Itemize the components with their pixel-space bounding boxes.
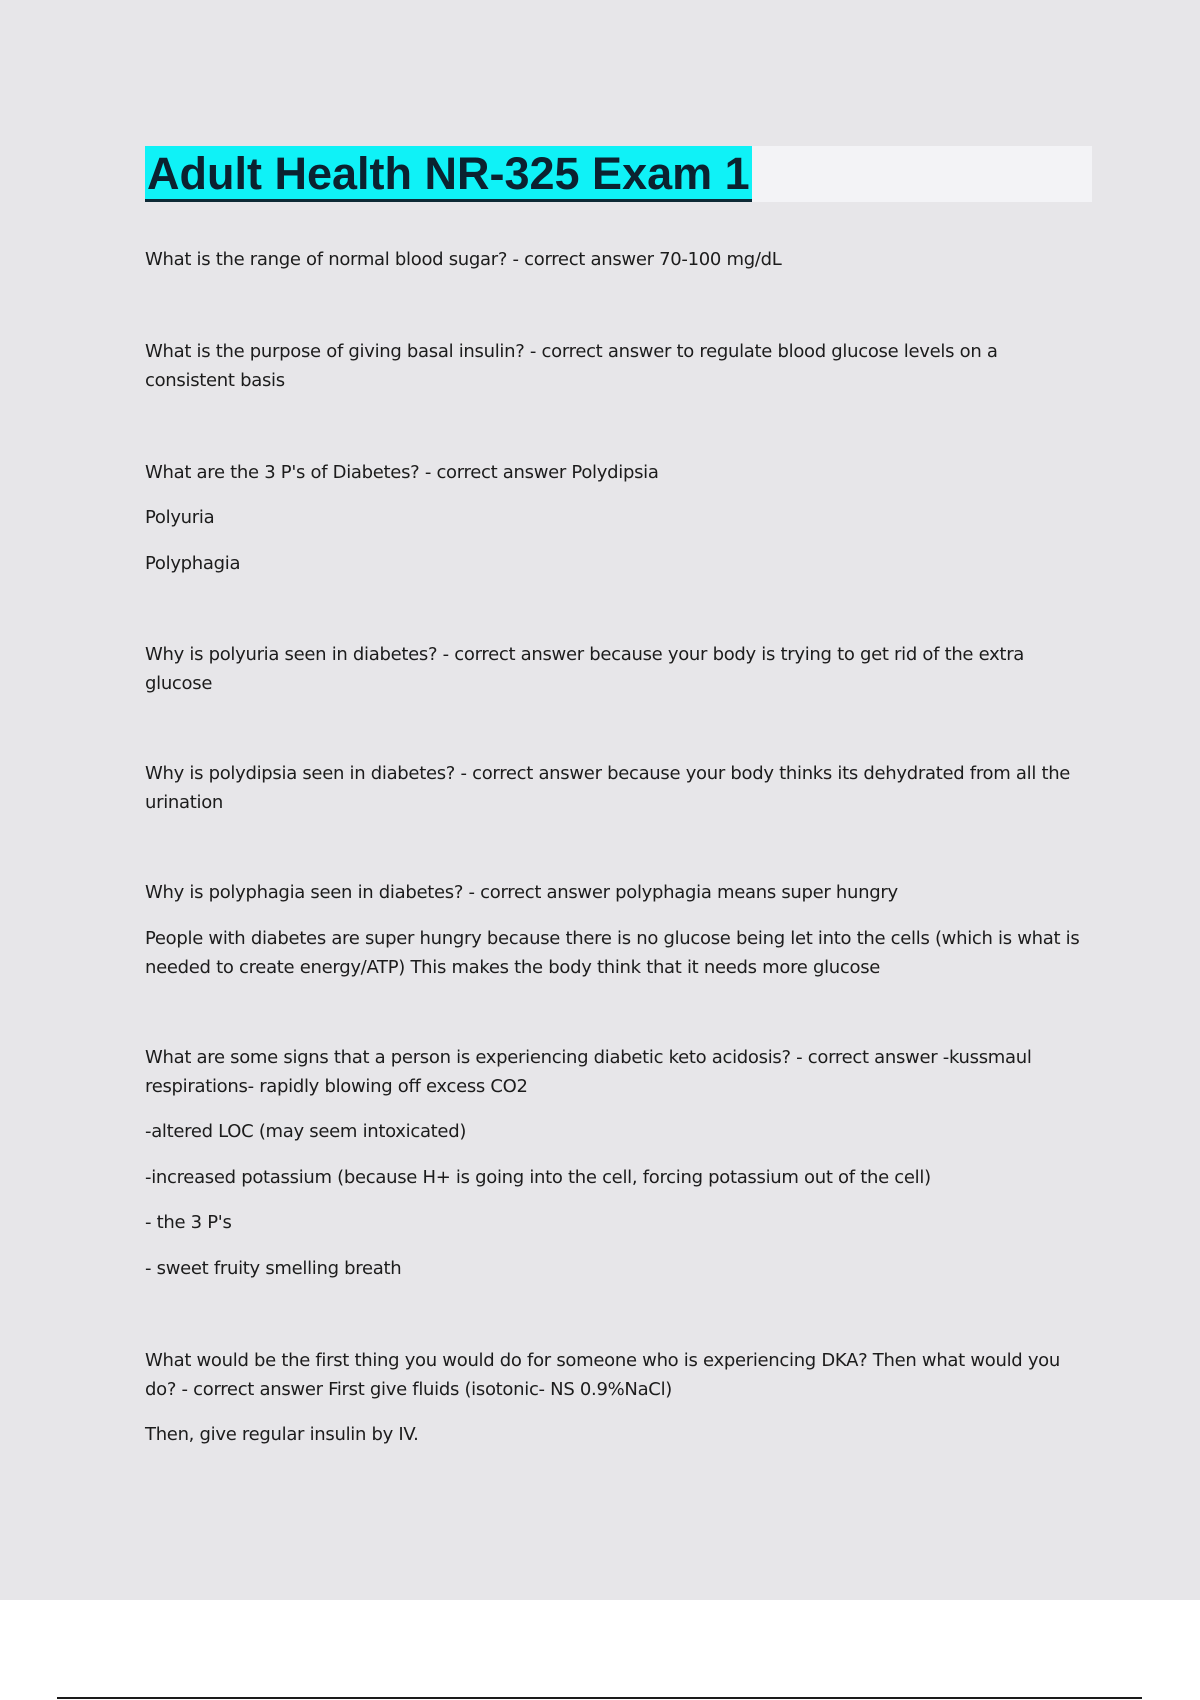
- list-item-polyphagia: Polyphagia: [145, 553, 241, 574]
- qa-normal-blood-sugar: What is the range of normal blood sugar? - correct answer 70-100 mg/dL: [145, 249, 782, 270]
- qa-polyuria: Why is polyuria seen in diabetes? - correct answer because your body is trying to get rid of the extra glucose: [145, 644, 1025, 694]
- list-item-polyuria: Polyuria: [145, 507, 215, 528]
- qa-dka-signs: What are some signs that a person is experiencing diabetic keto acidosis? - correct answer -kussmaul respirations- rapidly blowing off excess CO2: [145, 1047, 1032, 1097]
- dka-sign-potassium: -increased potassium (because H+ is going into the cell, forcing potassium out of the cell): [145, 1167, 931, 1188]
- qa-three-ps: What are the 3 P's of Diabetes? - correct answer Polydipsia: [145, 462, 659, 483]
- footer-divider: [57, 1697, 1142, 1699]
- dka-sign-three-ps: - the 3 P's: [145, 1212, 232, 1233]
- qa-polyphagia: Why is polyphagia seen in diabetes? - correct answer polyphagia means super hungry: [145, 882, 898, 903]
- dka-sign-loc: -altered LOC (may seem intoxicated): [145, 1121, 467, 1142]
- qa-polydipsia: Why is polydipsia seen in diabetes? - correct answer because your body thinks its dehydrated from all the urination: [145, 763, 1071, 813]
- dka-sign-breath: - sweet fruity smelling breath: [145, 1258, 402, 1279]
- dka-second-step: Then, give regular insulin by IV.: [145, 1424, 419, 1445]
- qa-basal-insulin: What is the purpose of giving basal insulin? - correct answer to regulate blood glucose levels on a consistent basis: [145, 341, 998, 391]
- polyphagia-explanation: People with diabetes are super hungry because there is no glucose being let into the cells (which is what is needed to create energy/ATP) This makes the body think that it needs more glucose: [145, 928, 1080, 978]
- document-title: Adult Health NR-325 Exam 1: [145, 146, 752, 202]
- qa-dka-first-step: What would be the first thing you would do for someone who is experiencing DKA? Then what would you do? - correct answer First give fluids (isotonic- NS 0.9%NaCl): [145, 1350, 1061, 1400]
